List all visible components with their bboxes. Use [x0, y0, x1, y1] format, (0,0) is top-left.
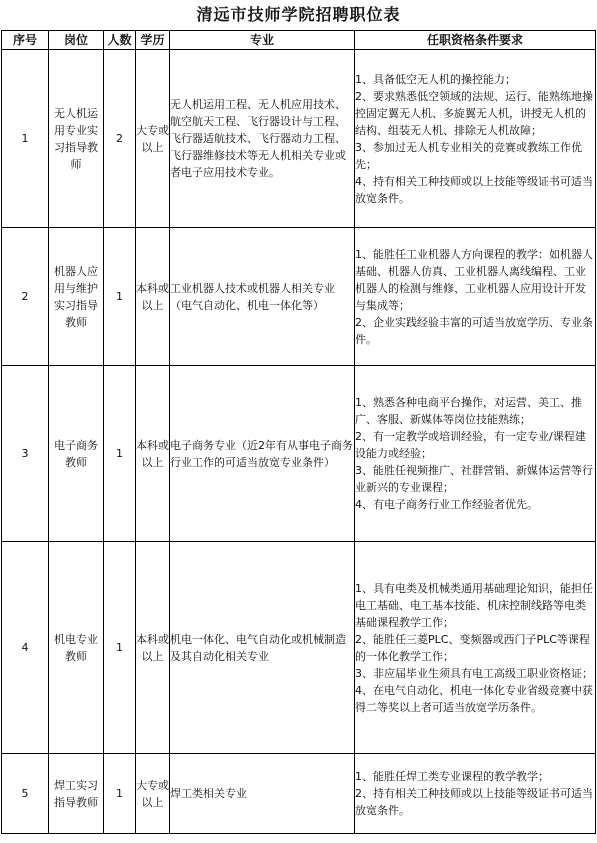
row-position: 电子商务教师	[49, 366, 104, 542]
row-requirements	[355, 542, 596, 754]
row-major: 无人机运用工程、无人机应用技术、航空航天工程、飞行器设计与工程、飞行器适航技术、飞行器动力工程、飞行器维修技术等无人机相关专业或者电子应用技术专业。	[170, 50, 355, 228]
row-education: 本科或以上	[136, 542, 170, 754]
row-education: 本科或以上	[136, 228, 170, 366]
row-no: 4	[2, 542, 49, 754]
header-position: 岗位	[49, 31, 104, 50]
row-no: 5	[2, 754, 49, 834]
requirement-item: 2、有一定教学或培训经验，有一定专业/课程建设能力或经验；	[355, 430, 586, 460]
row-count: 1	[104, 754, 136, 834]
table-row	[2, 366, 596, 542]
row-position: 机器人应用与维护实习指导教师	[49, 228, 104, 366]
table-row	[2, 228, 596, 366]
job-table	[1, 30, 596, 834]
row-no: 2	[2, 228, 49, 366]
requirement-item: 3、能胜任视频推广、社群营销、新媒体运营等行业新兴的专业课程；	[355, 464, 593, 494]
requirement-item: 2、企业实践经验丰富的可适当放宽学历、专业条件。	[355, 315, 593, 346]
row-count: 1	[104, 366, 136, 542]
requirement-item: 2、能胜任三菱PLC、变频器或西门子PLC等课程的一体化教学工作；	[355, 632, 590, 663]
row-no: 1	[2, 50, 49, 228]
row-no: 3	[2, 366, 49, 542]
row-count: 1	[104, 542, 136, 754]
row-requirements	[355, 754, 596, 834]
row-requirements	[355, 228, 596, 366]
requirement-item: 1、能胜任工业机器人方向课程的教学：如机器人基础、机器人仿真、工业机器人离线编程、工业机器人的检测与维修、工业机器人应用设计开发与集成等；	[355, 247, 593, 312]
table-row	[2, 542, 596, 754]
requirement-item: 4、在电气自动化、机电一体化专业省级竞赛中获得二等奖以上者可适当放宽学历条件。	[355, 683, 593, 714]
row-education: 大专或以上	[136, 754, 170, 834]
requirement-item: 1、能胜任焊工类专业课程的教学教学；	[355, 770, 549, 783]
requirement-item: 3、非应届毕业生须具有电工高级工职业资格证；	[355, 666, 593, 680]
header-education: 学历	[136, 31, 170, 50]
page-title: 清远市技师学院招聘职位表	[196, 5, 401, 24]
row-requirements	[355, 50, 596, 228]
header-requirements: 任职资格条件要求	[355, 31, 596, 50]
row-count: 1	[104, 228, 136, 366]
requirement-item: 2、持有相关工种技师或以上技能等级证书可适当放宽条件。	[355, 787, 593, 817]
requirement-item: 4、有电子商务行业工作经验者优先。	[355, 498, 538, 511]
requirement-item: 1、具备低空无人机的操控能力；	[355, 72, 516, 86]
row-position: 机电专业教师	[49, 542, 104, 754]
row-major: 焊工类相关专业	[170, 754, 355, 834]
row-position: 无人机运用专业实习指导教师	[49, 50, 104, 228]
row-education: 本科或以上	[136, 366, 170, 542]
row-education: 大专或以上	[136, 50, 170, 228]
row-major: 电子商务专业（近2年有从事电子商务行业工作的可适当放宽专业条件）	[170, 366, 355, 542]
requirement-item: 1、熟悉各种电商平台操作，对运营、美工、推广、客服、新媒体等岗位技能熟练；	[355, 396, 582, 426]
table-header-row	[2, 31, 596, 50]
row-requirements	[355, 366, 596, 542]
table-row	[2, 50, 596, 228]
table-row	[2, 754, 596, 834]
row-count: 2	[104, 50, 136, 228]
row-position: 焊工实习指导教师	[49, 754, 104, 834]
header-major: 专业	[170, 31, 355, 50]
header-no: 序号	[2, 31, 49, 50]
header-count: 人数	[104, 31, 136, 50]
row-major: 工业机器人技术或机器人相关专业（电气自动化、机电一体化等）	[170, 228, 355, 366]
requirement-item: 1、具有电类及机械类通用基础理论知识，能担任电工基础、电工基本技能、机床控制线路等电类基础课程教学工作；	[355, 581, 593, 629]
requirement-item: 3、参加过无人机专业相关的竞赛或教练工作优先；	[355, 140, 582, 171]
row-major: 机电一体化、电气自动化或机械制造及其自动化相关专业	[170, 542, 355, 754]
requirement-item: 4、持有相关工种技师或以上技能等级证书可适当放宽条件。	[355, 174, 593, 205]
requirement-item: 2、要求熟悉低空领域的法规、运行、能熟练地操控固定翼无人机、多旋翼无人机，讲授无人机的结构、组装无人机、排除无人机故障；	[355, 89, 593, 137]
